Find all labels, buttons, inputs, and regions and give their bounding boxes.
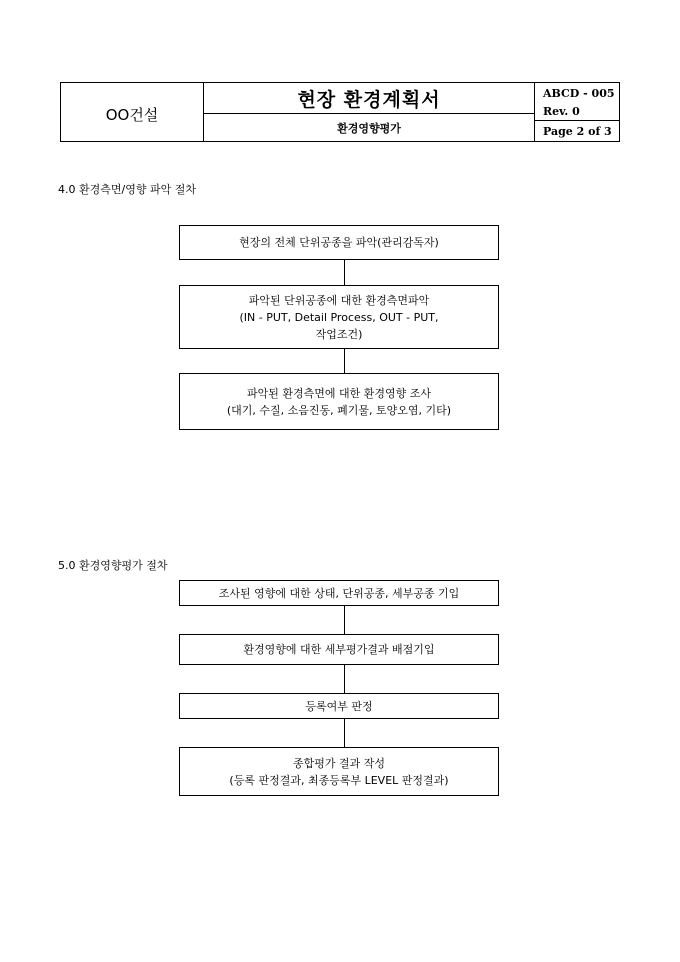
flow-step-2 bbox=[179, 285, 499, 349]
page-number: Page 2 of 3 bbox=[543, 124, 612, 138]
flow-step-text: 파악된 환경측면에 대한 환경영향 조사 bbox=[246, 386, 431, 400]
flow-step-text: (대기, 수질, 소음진동, 폐기물, 토양오염, 기타) bbox=[226, 403, 452, 417]
flow-step-text: 파악된 단위공종에 대한 환경측면파악 bbox=[248, 293, 430, 307]
document-code: ABCD - 005 bbox=[543, 86, 615, 100]
company-name: OO건설 bbox=[61, 83, 204, 141]
section-heading-5: 5.0 환경영향평가 절차 bbox=[58, 559, 168, 572]
flow-step-text: 작업조건) bbox=[315, 327, 363, 341]
flow-step-text: (등록 판정결과, 최종등록부 LEVEL 판정결과) bbox=[229, 773, 449, 787]
revision-number: Rev. 0 bbox=[535, 103, 619, 121]
flow-step-text: (IN - PUT, Detail Process, OUT - PUT, bbox=[239, 310, 439, 324]
flow-step-text: 환경영향에 대한 세부평가결과 배점기입 bbox=[243, 643, 435, 656]
document-title: 현장 환경계획서 bbox=[204, 83, 535, 114]
flow-step-5 bbox=[179, 634, 499, 665]
flow-connector bbox=[344, 606, 345, 634]
flow-connector bbox=[344, 665, 345, 693]
flow-step-1 bbox=[179, 225, 499, 260]
document-subtitle: 환경영향평가 bbox=[204, 114, 535, 141]
flow-step-text: 현장의 전체 단위공종을 파악(관리감독자) bbox=[239, 236, 439, 249]
flow-step-text: 등록여부 판정 bbox=[305, 699, 373, 713]
flow-connector bbox=[344, 260, 345, 285]
document-header bbox=[60, 82, 620, 142]
flow-connector bbox=[344, 349, 345, 373]
flow-step-4 bbox=[179, 580, 499, 606]
flow-step-text: 종합평가 결과 작성 bbox=[292, 756, 385, 770]
section-heading-4: 4.0 환경측면/영향 파악 절차 bbox=[58, 183, 196, 196]
flow-step-6 bbox=[179, 693, 499, 719]
flow-step-7 bbox=[179, 747, 499, 796]
flow-step-3 bbox=[179, 373, 499, 430]
flow-step-text: 조사된 영향에 대한 상태, 단위공종, 세부공종 기입 bbox=[218, 586, 460, 600]
flow-connector bbox=[344, 719, 345, 747]
